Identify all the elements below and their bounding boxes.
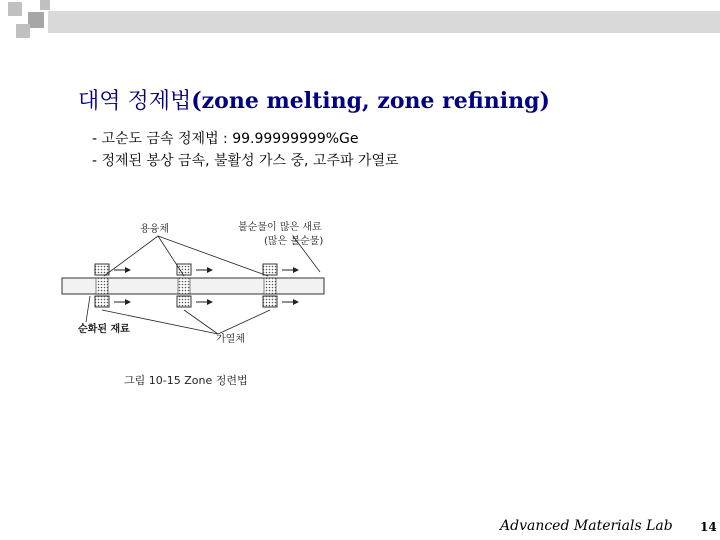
label-melt: 용융체: [140, 224, 169, 235]
slide-title-korean: 대역 정제법: [78, 89, 192, 114]
molten-zone: [96, 278, 108, 294]
deco-square: [28, 12, 44, 28]
bullet-item: - 고순도 금속 정제법 : 99.99999999%Ge: [92, 131, 359, 147]
label-impurity-rich: 불순물이 많은 새료: [238, 222, 322, 233]
molten-zone: [264, 278, 276, 294]
deco-square: [16, 24, 30, 38]
heater-coil: [95, 264, 109, 275]
figure-caption: 그림 10-15 Zone 정련법: [124, 374, 248, 387]
slide-title-english: (zone melting, zone refining): [191, 88, 550, 114]
page-number: 14: [700, 520, 717, 534]
deco-square: [40, 0, 50, 10]
slide-title: [78, 84, 550, 115]
label-heater: 가열체: [216, 334, 245, 345]
heater-coil: [177, 264, 191, 275]
heater-coil: [263, 264, 277, 275]
deco-square: [8, 2, 22, 16]
zone-refining-figure: [58, 214, 368, 394]
heater-coil: [263, 296, 277, 307]
heater-coil: [95, 296, 109, 307]
header-bar: [48, 11, 720, 33]
bullet-item: - 정제된 봉상 금속, 불활성 가스 중, 고주파 가열로: [92, 153, 399, 169]
footer-lab-name: Advanced Materials Lab: [500, 518, 673, 534]
label-refined: 순화된 재료: [78, 324, 130, 335]
label-impurity-note: (많은 불순물): [264, 236, 324, 247]
heater-coil: [177, 296, 191, 307]
molten-zone: [178, 278, 190, 294]
